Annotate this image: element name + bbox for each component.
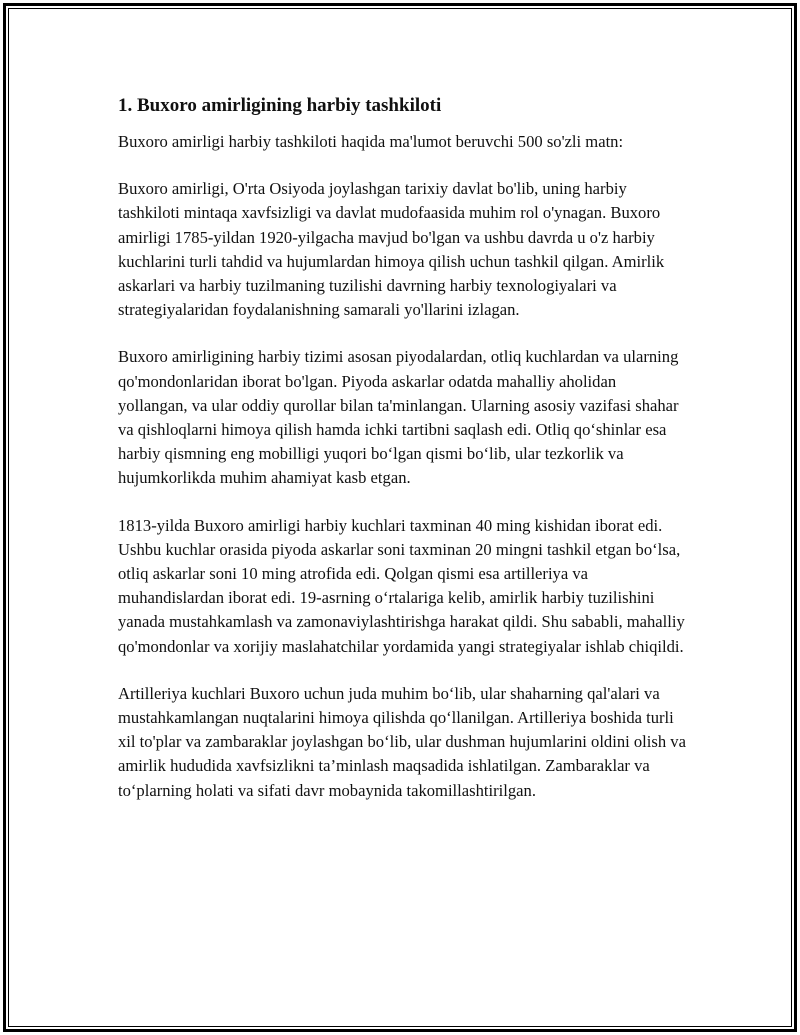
section-heading: 1. Buxoro amirligining harbiy tashkiloti <box>118 95 442 116</box>
body-paragraph-3: 1813-yilda Buxoro amirligi harbiy kuchlari taxminan 40 ming kishidan iborat edi. Ushbu kuchlar orasida piyoda askarlar soni taxminan 20 mingni tashkil etgan bo‘lsa, otliq askarlar soni 10 ming atrofida edi. Qolgan qismi esa artilleriya va muhandislardan iborat edi. 19-asrning o‘rtalariga kelib, amirlik harbiy tuzilishini yanada mustahkamlash va zamonaviylashtirishga harakat qildi. Shu sababli, mahalliy qo'mondonlar va xorijiy maslahatchilar yordamida yangi strategiyalar ishlab chiqildi. <box>118 515 685 656</box>
document-body <box>118 92 688 826</box>
intro-paragraph: Buxoro amirligi harbiy tashkiloti haqida ma'lumot beruvchi 500 so'zli matn: <box>118 132 624 151</box>
body-paragraph-4: Artilleriya kuchlari Buxoro uchun juda muhim bo‘lib, ular shaharning qal'alari va mustahkamlangan nuqtalarini himoya qilishda qo‘llanilgan. Artilleriya boshida turli xil to'plar va zambaraklar joylashgan bo‘lib, ular dushman hujumlarini oldini olish va amirlik hududida xavfsizlikni ta’minlash maqsadida ishlatilgan. Zambaraklar va to‘plarning holati va sifati davr mobaynida takomillashtirilgan. <box>118 683 686 800</box>
body-paragraph-2: Buxoro amirligining harbiy tizimi asosan piyodalardan, otliq kuchlardan va ularning qo'mondonlaridan iborat bo'lgan. Piyoda askarlar odatda mahalliy aholidan yollangan, va ular oddiy qurollar bilan ta'minlangan. Ularning asosiy vazifasi shahar va qishloqlarni himoya qilish hamda ichki tartibni saqlash edi. Otliq qo‘shinlar esa harbiy qismning eng mobilligi yuqori bo‘lgan qismi bo‘lib, ular tezkorlik va hujumkorlikda muhim ahamiyat kasb etgan. <box>118 347 679 488</box>
body-paragraph-1: Buxoro amirligi, O'rta Osiyoda joylashgan tarixiy davlat bo'lib, uning harbiy tashkiloti mintaqa xavfsizligi va davlat mudofaasida muhim rol o'ynagan. Buxoro amirligi 1785-yildan 1920-yilgacha mavjud bo'lgan va ushbu davrda u o'z harbiy kuchlarini turli tahdid va hujumlardan himoya qilish uchun tashkil qilgan. Amirlik askarlari va harbiy tuzilmaning tuzilishi davrning harbiy texnologiyalari va strategiyalaridan foydalanishning samarali yo'llarini izlagan. <box>118 179 665 320</box>
